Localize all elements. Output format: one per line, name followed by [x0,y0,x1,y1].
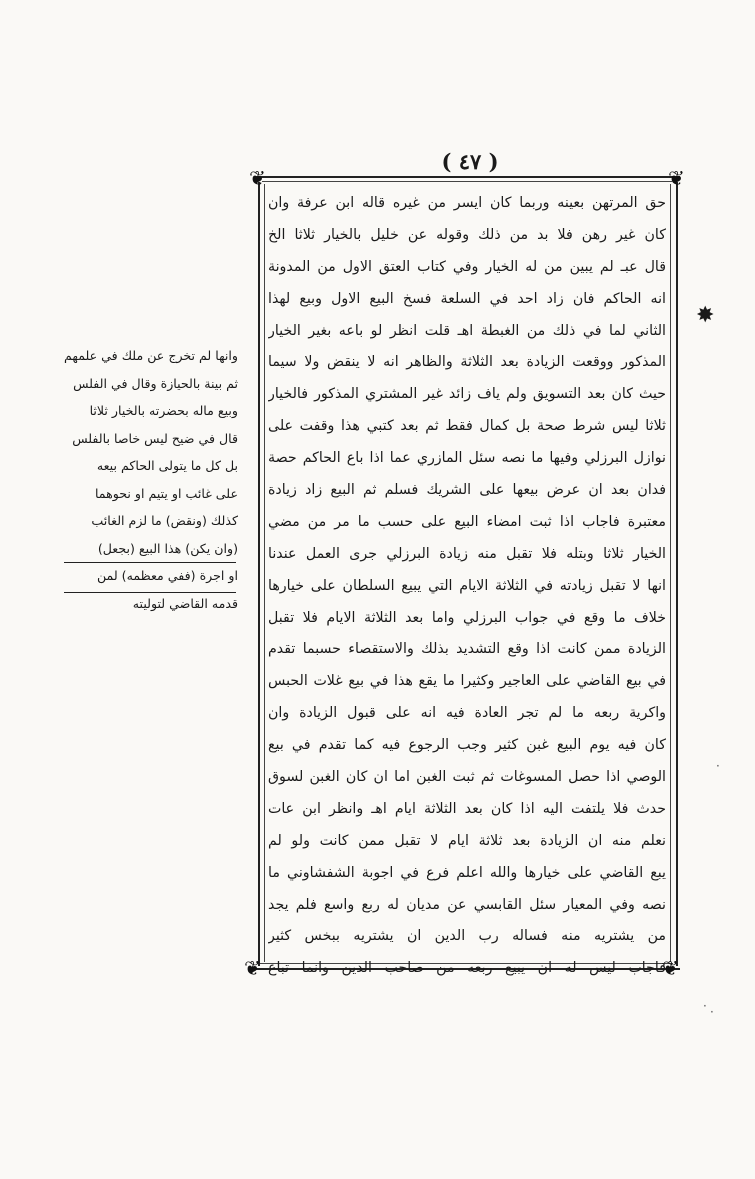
page-number: ( ٤٧ ) [441,149,499,174]
main-text-line: ثلاثا ليس شرط صحة بل كمال فقط ثم بعد كتبي هذا وقفت على [268,418,666,435]
margin-text-line: بل كل ما يتولى الحاكم بيعه [96,458,238,473]
corner-ornament-icon: ❦ [662,956,679,980]
margin-text-line: (وان يكن) هذا البيع (بجعل) [97,540,238,556]
main-text-line: نصه وفي المعيار سئل القابسي عن مديان له ربع واسع فلم يجد [268,896,666,913]
main-text-line: معتبرة فاجاب اذا ثبت امضاء البيع على حسب ما مر من مضي [268,513,666,530]
margin-star-icon: ✸ [696,303,715,328]
ink-speck-icon: · [703,999,707,1013]
margin-underline-rule [64,562,236,563]
main-text-block [268,188,666,985]
ink-speck-icon: · [710,1005,714,1019]
main-text-line: فاجاب ليس له ان يبيع ربعه من صاحب الدين وانما تباع [268,960,666,977]
main-text-line: في بيع القاضي على العاجير وكثيرا ما يقع هذا في بيع غلات الحبس [268,673,666,690]
main-text-line: حدث فلا يلتفت اليه اذا كان بعد الثلاثة ايام اهـ وانظر ابن عات [268,800,666,817]
corner-ornament-icon: ❦ [668,166,685,190]
main-text-line: المذكور ووقعت الزيادة بعد الثلاثة والظاهر انه لا ينقض ولا سيما [268,354,666,371]
corner-ornament-icon: ❦ [249,166,266,190]
main-text-line: فدان بعد ان عرض بيعها على الشريك فسلم ثم البيع زاد زيادة [268,482,666,499]
frame-top-rule [255,176,680,178]
margin-text-line: وانها لم تخرج عن ملك في علمهم [64,348,238,363]
margin-text-line: وبيع ماله بحضرته بالخيار ثلاثا [89,403,238,418]
main-text-line: حق المرتهن بعينه وربما كان ايسر من غيره قاله ابن عرفة وان [268,195,666,211]
margin-commentary-block [60,342,238,617]
margin-text-line: قال في ضيح ليس خاصا بالفلس [72,430,238,446]
main-text-line: كان غير رهن فلا بد من ذلك وقوله عن خليل بالخيار ثلاثا الخ [268,226,666,243]
main-text-line: الوصي اذا حصل المسوغات ثم ثبت الغبن اما ان كان الغبن لسوق [268,769,666,786]
main-text-line: يبع القاضي على خيارها والله اعلم فرع في اجوبة الشفشاوني ما [268,864,666,881]
margin-text-line: قدمه القاضي لتوليته [132,595,238,611]
main-text-line: انها لا تقبل زيادته في الثلاثة الايام التي يبيع السلطان على خيارها [268,577,666,594]
margin-text-line: على غائب او يتيم او نحوهما [94,485,238,501]
margin-text-line: كذلك (ونقض) ما لزم الغائب [91,513,238,528]
frame-right-inner-rule [670,184,671,962]
main-text-line: كان فيه يوم البيع غبن كثير وجب الرجوع فيه كما تقدم في بيع [268,737,666,754]
main-text-line: انه الحاكم فان زاد احد في السلعة فسخ البيع الاول وبيع لهذا [268,290,666,307]
margin-text-line: ثم بينة بالحيازة وقال في الفلس [73,375,238,391]
main-text-line: قال عبـ لم يبين من له الخيار وفي كتاب العتق الاول من المدونة [268,258,666,275]
main-text-line: حيث كان بعد التسويق ولم ياف زائد غير المشتري المذكور فالخيار [268,386,666,403]
frame-top-inner-rule [262,181,672,182]
margin-text-line: او اجرة (ففي معظمه) لمن [96,568,238,583]
main-text-line: الزيادة ممن كانت اذا وقع التشديد بذلك والاستقصاء حسبما تقدم [268,641,666,658]
main-text-line: من يشتريه منه فساله رب الدين ان يشتريه ببخس كثير [268,928,666,945]
main-text-line: نوازل البرزلي وفيها ما نصه سئل المازري عما اذا باع الحاكم حصة [268,450,666,467]
main-text-line: واكرية ربعه ما لم تجر العادة فيه انه على قبول الزيادة وان [268,705,666,722]
main-text-line: الثاني لما في ذلك من الغبطة اهـ قلت انظر لو باعه بغير الخيار [268,322,666,339]
frame-right-rule [676,182,678,966]
frame-left-inner-rule [264,184,265,962]
frame-left-rule [258,182,260,966]
corner-ornament-icon: ❦ [244,956,261,980]
main-text-line: الخيار ثلاثا وبتله فلا تقبل منه زيادة البرزلي جرى العمل عندنا [268,545,666,562]
margin-underline-rule [64,592,236,593]
ink-speck-icon: · [716,759,720,773]
main-text-line: نعلم منه ان الزيادة بعد ثلاثة ايام لا تقبل ممن كانت ولو لم [268,832,666,849]
main-text-line: خلاف ما وقع في جواب البرزلي واما بعد الثلاثة الايام فلا تقبل [268,609,666,626]
